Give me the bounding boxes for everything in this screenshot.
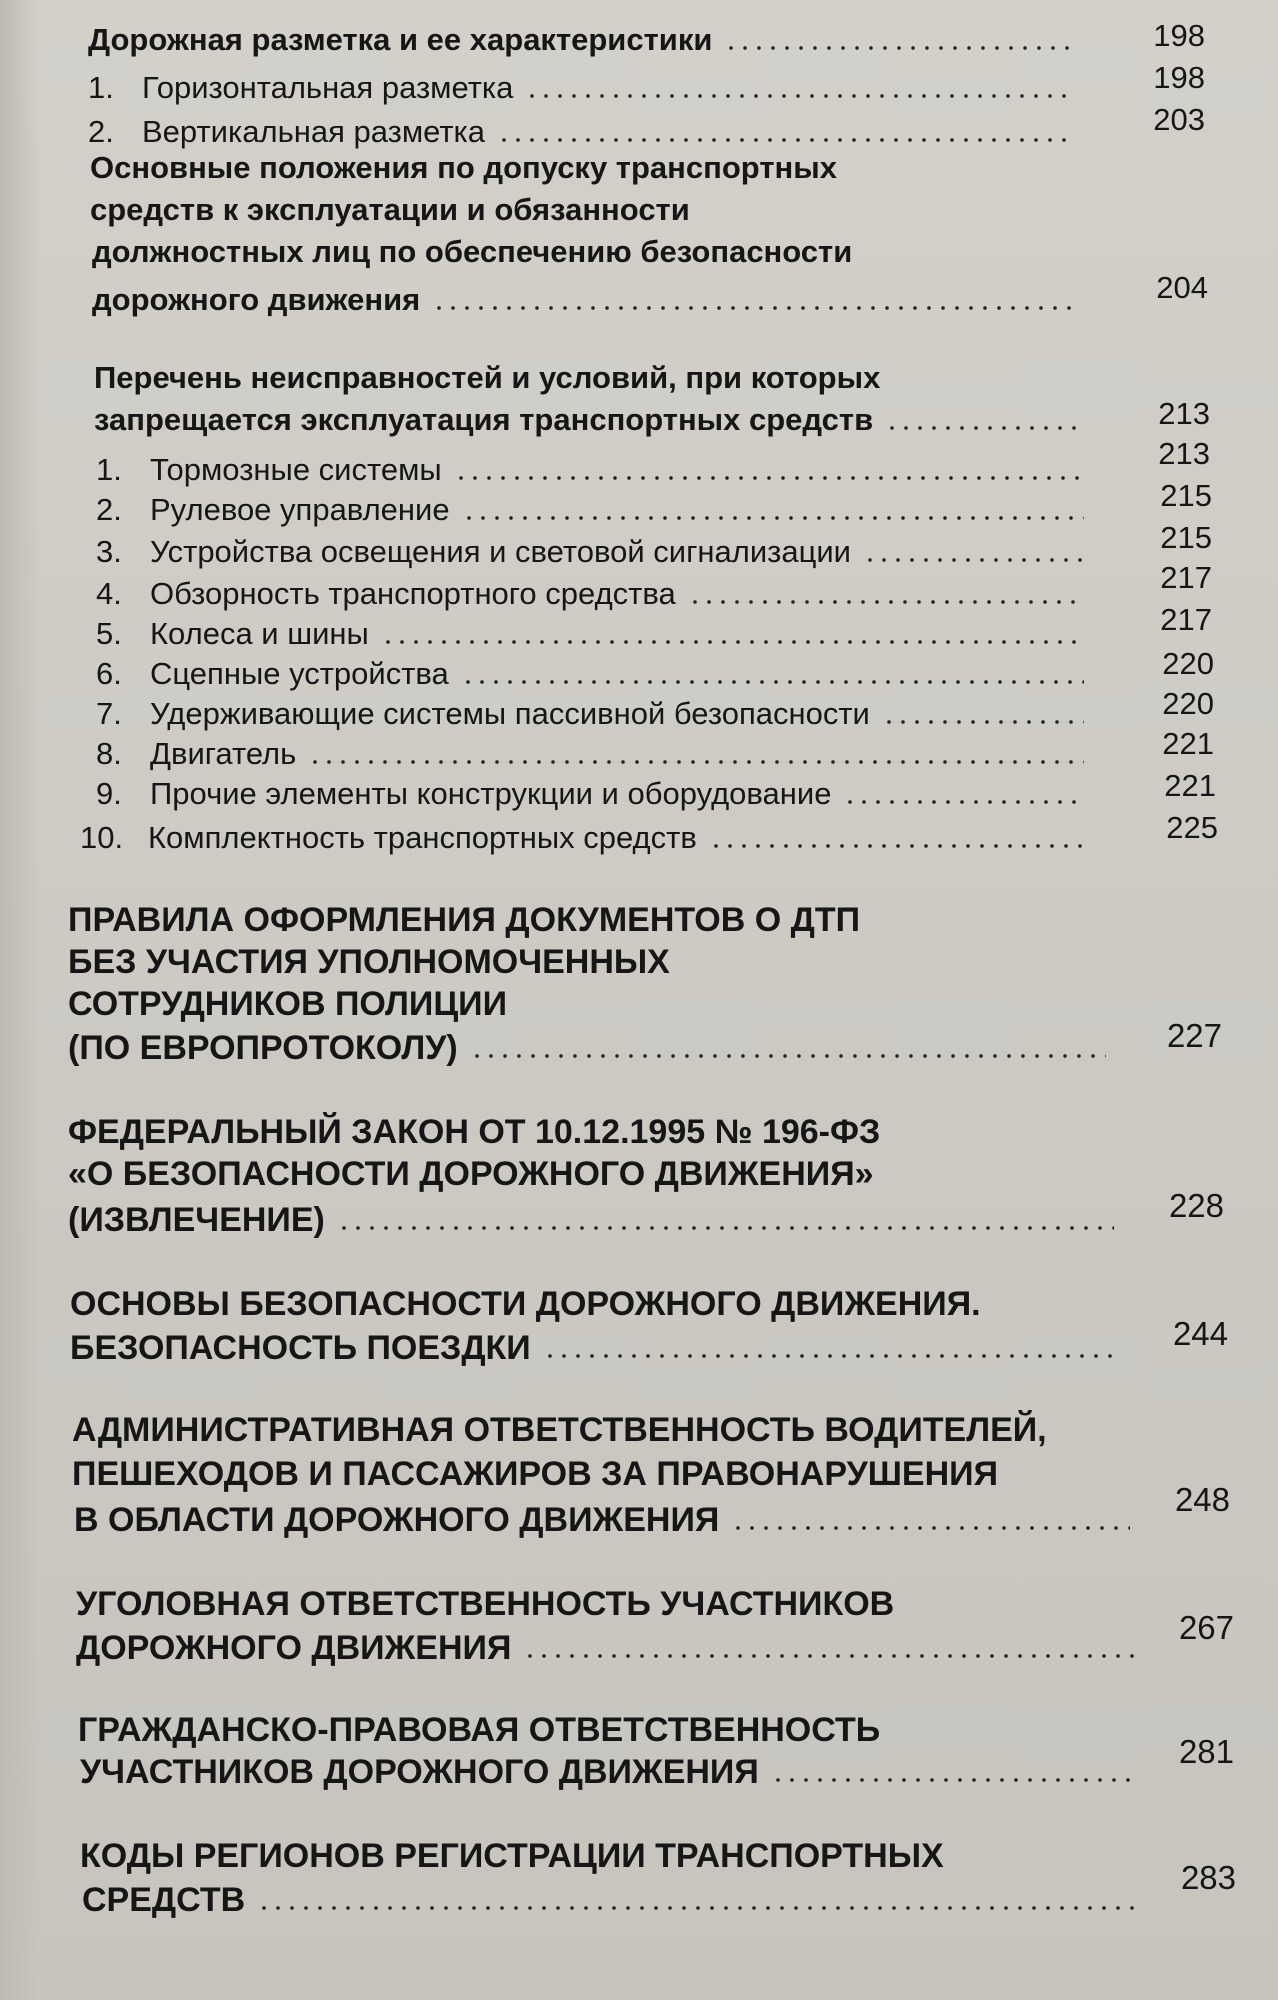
toc-page-number: 225 xyxy=(1166,810,1218,845)
toc-entry-heading-line[interactable] xyxy=(90,148,1090,188)
toc-entry-heading-line[interactable] xyxy=(90,190,1090,230)
toc-entry-label: Удерживающие системы пассивной безопасности xyxy=(150,696,870,731)
leader-dots xyxy=(709,843,1088,849)
toc-entry-label: запрещается эксплуатация транспортных средств xyxy=(94,402,874,437)
toc-entry-number: 3. xyxy=(96,534,122,569)
toc-page-number: 244 xyxy=(1172,1315,1228,1352)
leader-dots xyxy=(462,515,1084,521)
toc-entry-label: ДОРОЖНОГО ДВИЖЕНИЯ xyxy=(76,1629,512,1667)
leader-dots xyxy=(497,137,1076,143)
toc-entry-number: 2. xyxy=(88,114,114,149)
toc-entry-number: 1. xyxy=(88,70,114,105)
toc-entry-number: 1. xyxy=(96,452,122,487)
toc-entry-label: Основные положения по допуску транспортных xyxy=(90,150,837,185)
toc-entry-label: Дорожная разметка и ее характеристики xyxy=(88,22,713,57)
toc-chapter-line[interactable] xyxy=(80,1836,1150,1876)
leader-dots xyxy=(771,1777,1136,1783)
toc-page-number: 217 xyxy=(1160,602,1212,637)
toc-entry-heading-line[interactable] xyxy=(94,358,1094,398)
leader-dots xyxy=(885,425,1082,431)
toc-entry-label: АДМИНИСТРАТИВНАЯ ОТВЕТСТВЕННОСТЬ ВОДИТЕЛЕЙ, xyxy=(72,1411,1047,1449)
toc-entry-label: ПЕШЕХОДОВ И ПАССАЖИРОВ ЗА ПРАВОНАРУШЕНИЯ xyxy=(72,1455,999,1493)
leader-dots xyxy=(863,557,1084,563)
toc-entry-number: 7. xyxy=(96,696,122,731)
toc-entry-label: В ОБЛАСТИ ДОРОЖНОГО ДВИЖЕНИЯ xyxy=(74,1501,720,1539)
toc-chapter-line[interactable] xyxy=(78,1710,1148,1750)
leader-dots xyxy=(688,599,1084,605)
toc-entry-label: «О БЕЗОПАСНОСТИ ДОРОЖНОГО ДВИЖЕНИЯ» xyxy=(68,1155,874,1193)
toc-entry-label: Двигатель xyxy=(150,736,297,771)
toc-entry-heading[interactable] xyxy=(88,20,1088,60)
toc-entry[interactable] xyxy=(96,532,1096,572)
toc-entry[interactable] xyxy=(96,490,1096,530)
toc-entry-label: СОТРУДНИКОВ ПОЛИЦИИ xyxy=(68,985,508,1023)
toc-page-number: 198 xyxy=(1153,60,1205,95)
leader-dots xyxy=(432,305,1080,311)
toc-chapter-line[interactable] xyxy=(70,1328,1130,1368)
toc-page-number: 213 xyxy=(1158,396,1210,431)
toc-page-number: 228 xyxy=(1168,1187,1224,1224)
toc-entry-number: 6. xyxy=(96,656,122,691)
toc-entry[interactable] xyxy=(96,450,1096,490)
toc-entry[interactable] xyxy=(80,818,1100,858)
leader-dots xyxy=(308,759,1084,765)
toc-entry-label: Тормозные системы xyxy=(150,452,442,487)
toc-page-number: 213 xyxy=(1158,436,1210,471)
toc-entry-label: БЕЗ УЧАСТИЯ УПОЛНОМОЧЕННЫХ xyxy=(68,943,670,981)
toc-entry-label: КОДЫ РЕГИОНОВ РЕГИСТРАЦИИ ТРАНСПОРТНЫХ xyxy=(80,1837,944,1875)
toc-entry-heading-line[interactable] xyxy=(92,232,1092,272)
toc-entry-number: 9. xyxy=(96,776,122,811)
toc-entry-label: УГОЛОВНАЯ ОТВЕТСТВЕННОСТЬ УЧАСТНИКОВ xyxy=(76,1585,895,1623)
toc-entry-number: 4. xyxy=(96,576,122,611)
toc-chapter-line[interactable] xyxy=(70,1284,1130,1324)
toc-entry-number: 2. xyxy=(96,492,122,527)
leader-dots xyxy=(525,93,1076,99)
toc-page-number: 217 xyxy=(1160,560,1212,595)
toc-entry-label: Сцепные устройства xyxy=(150,656,449,691)
toc-page-number: 220 xyxy=(1162,686,1214,721)
toc-entry-label: Устройства освещения и световой сигнализации xyxy=(150,534,851,569)
toc-chapter-line[interactable] xyxy=(74,1500,1142,1540)
toc-page-number: 283 xyxy=(1180,1859,1236,1896)
toc-page-number: 267 xyxy=(1178,1609,1234,1646)
toc-entry-label: ФЕДЕРАЛЬНЫЙ ЗАКОН ОТ 10.12.1995 № 196-ФЗ xyxy=(68,1113,881,1151)
toc-entry-heading-line[interactable] xyxy=(92,280,1092,320)
leader-dots xyxy=(257,1905,1140,1911)
toc-entry[interactable] xyxy=(88,112,1088,152)
toc-entry-label: Колеса и шины xyxy=(150,616,369,651)
toc-entry-label: Рулевое управление xyxy=(150,492,450,527)
toc-entry-label: УЧАСТНИКОВ ДОРОЖНОГО ДВИЖЕНИЯ xyxy=(80,1753,759,1791)
toc-chapter-line[interactable] xyxy=(82,1880,1152,1920)
toc-entry[interactable] xyxy=(96,774,1096,814)
toc-page-number: 248 xyxy=(1174,1481,1230,1518)
toc-entry[interactable] xyxy=(96,654,1096,694)
leader-dots xyxy=(523,1653,1134,1659)
toc-chapter-line[interactable] xyxy=(68,1028,1118,1068)
toc-page-number: 203 xyxy=(1153,102,1205,137)
toc-page-number: 221 xyxy=(1164,768,1216,803)
toc-page-number: 204 xyxy=(1156,270,1208,305)
toc-entry-label: БЕЗОПАСНОСТЬ ПОЕЗДКИ xyxy=(70,1329,531,1367)
toc-entry-label: (ИЗВЛЕЧЕНИЕ) xyxy=(68,1201,325,1239)
leader-dots xyxy=(731,1525,1130,1531)
toc-chapter-line[interactable] xyxy=(80,1752,1148,1792)
toc-entry-number: 8. xyxy=(96,736,122,771)
toc-entry-label: Вертикальная разметка xyxy=(142,114,486,149)
toc-entry[interactable] xyxy=(96,574,1096,614)
toc-page-number: 281 xyxy=(1178,1733,1234,1770)
leader-dots xyxy=(381,639,1084,645)
leader-dots xyxy=(461,679,1084,685)
leader-dots xyxy=(724,45,1076,51)
leader-dots xyxy=(470,1053,1106,1059)
toc-entry-label: дорожного движения xyxy=(92,282,421,317)
toc-chapter-line[interactable] xyxy=(68,984,1098,1024)
toc-page-number: 220 xyxy=(1162,646,1214,681)
toc-entry-label: Горизонтальная разметка xyxy=(142,70,514,105)
toc-chapter-line[interactable] xyxy=(72,1454,1142,1494)
toc-page-number: 215 xyxy=(1160,520,1212,555)
toc-chapter-line[interactable] xyxy=(72,1410,1142,1450)
leader-dots xyxy=(843,799,1084,805)
toc-chapter-line[interactable] xyxy=(68,1112,1118,1152)
toc-entry-label: Обзорность транспортного средства xyxy=(150,576,676,611)
toc-chapter-line[interactable] xyxy=(68,1200,1126,1240)
toc-page-number: 198 xyxy=(1153,18,1205,53)
toc-chapter-line[interactable] xyxy=(68,900,1098,940)
leader-dots xyxy=(882,719,1084,725)
toc-entry-label: Прочие элементы конструкции и оборудование xyxy=(150,776,832,811)
toc-chapter-line[interactable] xyxy=(76,1628,1146,1668)
toc-entry-label: ГРАЖДАНСКО-ПРАВОВАЯ ОТВЕТСТВЕННОСТЬ xyxy=(78,1711,881,1749)
toc-page-number: 215 xyxy=(1160,478,1212,513)
toc-entry[interactable] xyxy=(96,614,1096,654)
toc-entry-label: Перечень неисправностей и условий, при которых xyxy=(94,360,881,395)
toc-page-number: 227 xyxy=(1166,1017,1222,1054)
toc-entry-label: средств к эксплуатации и обязанности xyxy=(90,192,690,227)
toc-chapter-line[interactable] xyxy=(76,1584,1146,1624)
toc-entry-heading-line[interactable] xyxy=(94,400,1094,440)
toc-entry-label: ПРАВИЛА ОФОРМЛЕНИЯ ДОКУМЕНТОВ О ДТП xyxy=(68,901,861,939)
toc-entry[interactable] xyxy=(96,694,1096,734)
toc-entry-number: 5. xyxy=(96,616,122,651)
toc-page-number: 221 xyxy=(1162,726,1214,761)
leader-dots xyxy=(454,475,1084,481)
toc-entry[interactable] xyxy=(88,68,1088,108)
toc-entry-label: Комплектность транспортных средств xyxy=(148,820,697,855)
toc-entry[interactable] xyxy=(96,734,1096,774)
toc-chapter-line[interactable] xyxy=(68,1154,1118,1194)
toc-chapter-line[interactable] xyxy=(68,942,1098,982)
toc-entry-label: (ПО ЕВРОПРОТОКОЛУ) xyxy=(68,1029,458,1067)
toc-entry-label: должностных лиц по обеспечению безопасности xyxy=(92,234,853,269)
toc-entry-label: ОСНОВЫ БЕЗОПАСНОСТИ ДОРОЖНОГО ДВИЖЕНИЯ. xyxy=(70,1285,981,1323)
toc-entry-number: 10. xyxy=(80,820,124,855)
leader-dots xyxy=(543,1353,1118,1359)
leader-dots xyxy=(337,1225,1114,1231)
toc-entry-label: СРЕДСТВ xyxy=(82,1881,246,1919)
